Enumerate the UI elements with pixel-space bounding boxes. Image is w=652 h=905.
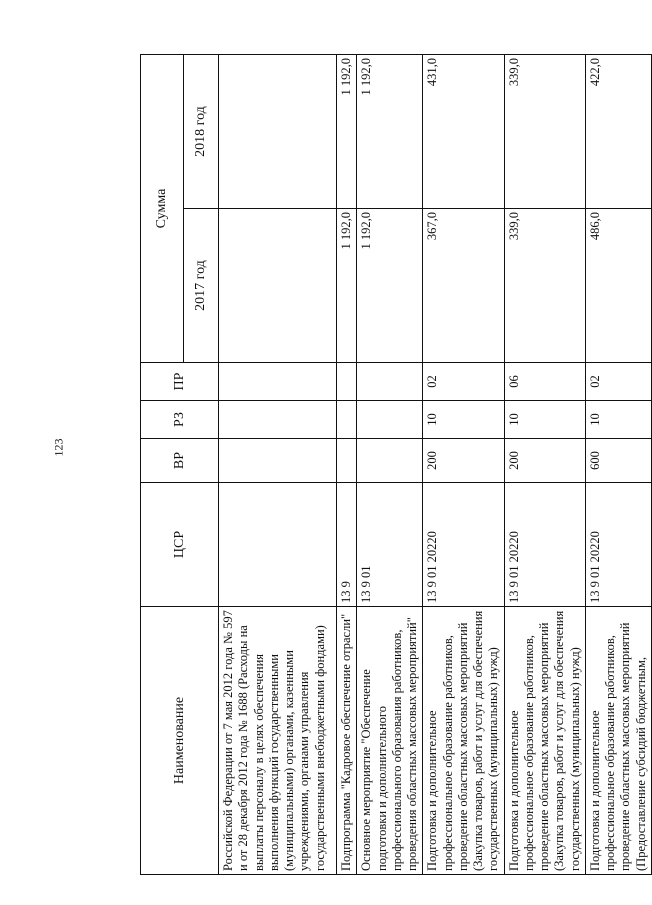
cell-name: Подготовка и дополнительное профессиональное образование работников, проведение областных массовых мероприятий (Предоставление субсидий бюджетным, [585, 607, 651, 875]
table-row [219, 55, 337, 875]
table-row [585, 55, 651, 875]
cell-name: Подготовка и дополнительное профессиональное образование работников, проведение областных массовых мероприятий (Закупка товаров, работ и услуг для обеспечения государственных (муниципальных) нужд) [504, 607, 585, 875]
cell-pr [219, 363, 337, 401]
cell-rz [337, 401, 357, 439]
cell-2017: 1 192,0 [357, 209, 423, 363]
cell-rz [219, 401, 337, 439]
cell-2017: 486,0 [585, 209, 651, 363]
header-csr: ЦСР [141, 483, 219, 607]
cell-csr: 13 9 01 [357, 483, 423, 607]
cell-vr: 200 [504, 439, 585, 483]
cell-name: Основное мероприятие "Обеспечение подготовки и дополнительного профессионального образования работников, проведения областных массовых мероприятий" [357, 607, 423, 875]
cell-2017: 1 192,0 [337, 209, 357, 363]
cell-pr: 06 [504, 363, 585, 401]
cell-rz: 10 [585, 401, 651, 439]
cell-name: Подпрограмма "Кадровое обеспечение отрасли" [337, 607, 357, 875]
cell-csr: 13 9 01 20220 [504, 483, 585, 607]
cell-name: Подготовка и дополнительное профессиональное образование работников, проведение областных массовых мероприятий (Закупка товаров, работ и услуг для обеспечения государственных (муниципальных) нужд) [423, 607, 504, 875]
table-header [141, 55, 219, 875]
table-row [357, 55, 423, 875]
header-name: Наименование [141, 607, 219, 875]
header-rz: РЗ [141, 401, 219, 439]
cell-rz [357, 401, 423, 439]
cell-2018: 422,0 [585, 55, 651, 209]
table-row [423, 55, 504, 875]
cell-name: Российской Федерации от 7 мая 2012 года № 597 и от 28 декабря 2012 года № 1688 (Расходы на выплаты персоналу в целях обеспечения выполнения функций государственными (муниципальными) органами, казенными учреждениями, органами управления государственными внебюджетными фондами) [219, 607, 337, 875]
cell-2018 [219, 55, 337, 209]
cell-2017: 339,0 [504, 209, 585, 363]
cell-2017 [219, 209, 337, 363]
page-number: 123 [51, 438, 66, 457]
header-year-2017: 2017 год [184, 209, 219, 363]
cell-vr [219, 439, 337, 483]
cell-2018: 1 192,0 [357, 55, 423, 209]
cell-2018: 1 192,0 [337, 55, 357, 209]
cell-csr: 13 9 01 20220 [423, 483, 504, 607]
cell-pr [357, 363, 423, 401]
table-row [504, 55, 585, 875]
cell-pr [337, 363, 357, 401]
cell-vr [337, 439, 357, 483]
cell-vr: 200 [423, 439, 504, 483]
rotated-table-wrapper [140, 55, 652, 875]
cell-csr: 13 9 [337, 483, 357, 607]
cell-rz: 10 [504, 401, 585, 439]
cell-vr: 600 [585, 439, 651, 483]
header-year-2018: 2018 год [184, 55, 219, 209]
cell-pr: 02 [585, 363, 651, 401]
cell-rz: 10 [423, 401, 504, 439]
cell-pr: 02 [423, 363, 504, 401]
table-row [337, 55, 357, 875]
header-vr: ВР [141, 439, 219, 483]
cell-2018: 431,0 [423, 55, 504, 209]
cell-2018: 339,0 [504, 55, 585, 209]
cell-csr [219, 483, 337, 607]
budget-table [140, 54, 652, 875]
cell-csr: 13 9 01 20220 [585, 483, 651, 607]
table-body [219, 55, 652, 875]
cell-2017: 367,0 [423, 209, 504, 363]
header-sum: Сумма [141, 55, 184, 363]
cell-vr [357, 439, 423, 483]
header-pr: ПР [141, 363, 219, 401]
